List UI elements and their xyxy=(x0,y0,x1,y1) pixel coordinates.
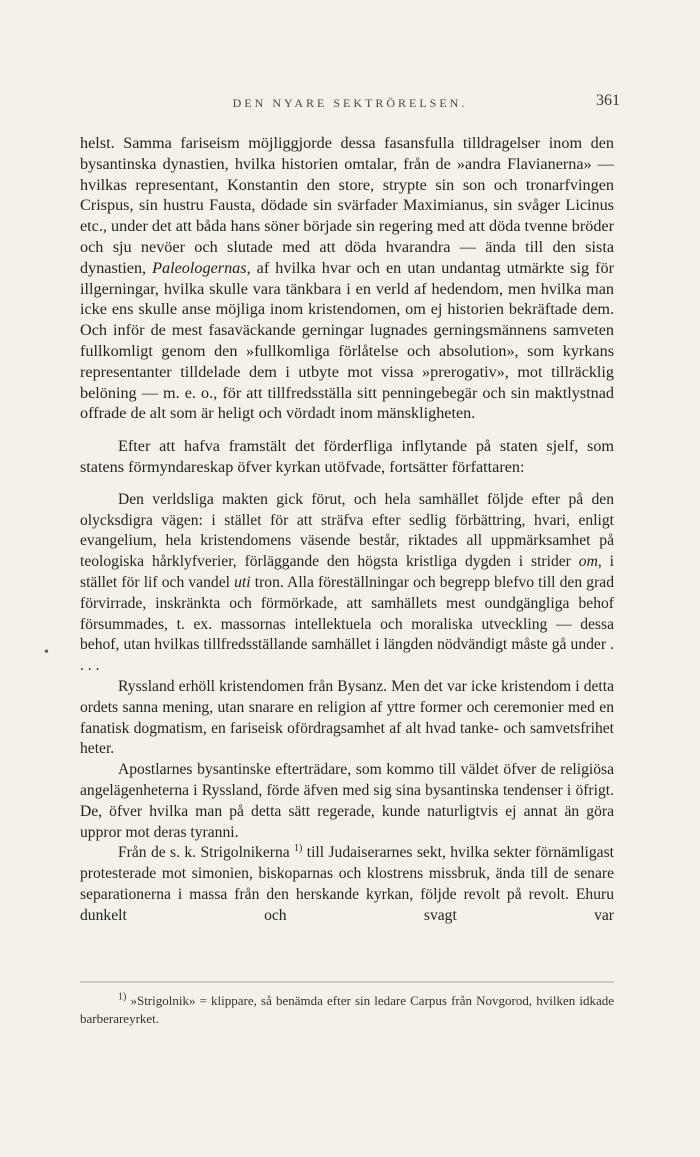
margin-dot: • xyxy=(44,645,49,660)
quote-text-a: Den verldsliga makten gick förut, och hela samhället följde efter på den olycksdigra vägen: i stället för att sträfva efter sedlig förbättring, hvari, enligt evangelium, hela kristendomens väsende består, riktades all uppmärksamhet på teologiska hårklyfverier, förläggande den högsta kristliga dygden i strider xyxy=(80,490,614,571)
italic-uti: uti xyxy=(234,573,251,591)
italic-om: om xyxy=(578,553,598,571)
quotation-paragraph xyxy=(80,490,614,677)
footnote-paragraph xyxy=(80,992,614,1029)
paragraph-6-text-a: Från de s. k. Strigolnikerna xyxy=(118,844,290,862)
footnote-reference[interactable]: 1) xyxy=(294,843,303,855)
running-title: DEN NYARE SEKTRÖRELSEN. xyxy=(232,96,468,110)
footnote-marker: 1) xyxy=(118,991,127,1003)
paragraph-2: Efter att hafva framstält det förderfliga inflytande på staten sjelf, som statens förmyndareskap öfver kyrkan utöfvade, fortsätter författaren: xyxy=(80,437,614,476)
paragraph-6-text-b: till Judaiserarnes sekt, hvilka sekter förnämligast protesterade mot simonien, biskoparnas och klostrens missbruk, ända till de senare separationerna i massa från den herskande kyrkan, följde revolt på revolt. Ehuru dunkelt och svagt var xyxy=(80,844,614,924)
footnote-text: »Strigolnik» = klippare, så benämda efter sin ledare Carpus från Novgorod, hvilken idkade barberareyrket. xyxy=(80,993,614,1027)
paragraph-1 xyxy=(80,133,614,424)
body-text xyxy=(80,133,614,926)
italic-paleologernas: Paleologernas xyxy=(152,258,247,277)
paragraph-1-continuation: , af hvilka hvar och en utan undantag utmärkte sig för illgerningar, hvilka skulle vara tänkbara i en verld af hedendom, men hvilka man icke ens skulle anse möjliga inom kristendomen, om ej historien bekräftade dem. Och inför de mest fasaväckande gerningar lugnades gerningsmännens samveten fullkomligt genom den »fullkomliga förlåtelse och absolution», som kyrkans representanter tilldelade dem i utbyte mot vissa »prerogativ», mot tillräcklig belöning — m. e. o., för att tillfredsställa sitt penningebegär och sin maktlystnad offrade de alt som är heligt och vördadt inom mänskligheten. xyxy=(80,258,614,423)
quote-text-b: , i stället för lif och vandel xyxy=(80,553,614,591)
page-number: 361 xyxy=(596,92,620,109)
footnote-rule xyxy=(80,981,614,983)
quote-text-c: tron. Alla föreställningar och begrepp blefvo till den grad förvirrade, inskränkta och förmörkade, att samhällets mest oundgängliga behof försummades, t. ex. massornas intellektuela och moraliska utveckling — dessa behof, utan hvilkas tillfredsställande samhället i längden nödvändigt måste gå under . . . . xyxy=(80,573,614,675)
paragraph-4: Ryssland erhöll kristendomen från Bysanz. Men det var icke kristendom i detta ordets sanna mening, utan snarare en religion af yttre former och ceremonier med en fanatisk dogmatism, en fariseisk ofördragsamhet af alt hvad tanke- och samvetsfrihet heter. xyxy=(80,677,614,758)
paragraph-6 xyxy=(80,843,614,926)
footnote xyxy=(80,992,614,1029)
paragraph-1-text: helst. Samma fariseism möjliggjorde dessa fasansfulla tilldragelser inom den bysantinska dynastien, hvilka historien omtalar, från de »andra Flavianerna» — hvilkas representant, Konstantin den store, strypte sin son och tronarfvingen Crispus, sin hustru Fausta, dödade sin svärfader Maximianus, sin svåger Licinus etc., under det att båda hans söner började sin regering med att döda tvenne bröder och sju nevöer och slutade med att döda hvarandra — ända till den sista dynastien, xyxy=(80,134,614,277)
paragraph-5: Apostlarnes bysantinske efterträdare, som kommo till väldet öfver de religiösa angelägenheterna i Ryssland, förde äfven med sig sina bysantinska tendenser i öfrigt. De, öfver hvilka man på detta sätt regerade, kunde naturligtvis ej annat än göra uppror mot deras tyranni. xyxy=(80,761,614,841)
